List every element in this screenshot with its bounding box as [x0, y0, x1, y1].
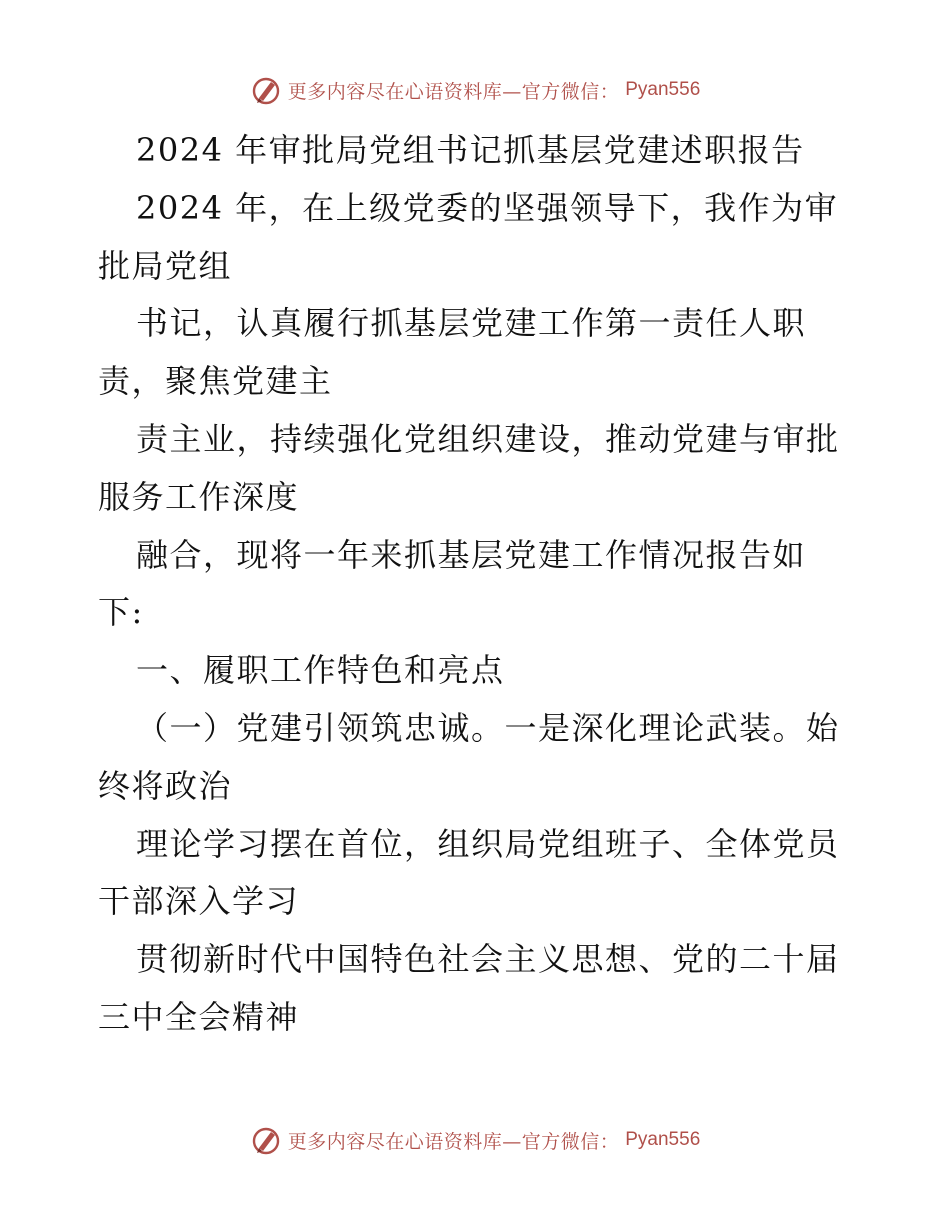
document-body [98, 122, 858, 1047]
text-line: 三中全会精神 [98, 997, 300, 1036]
text-line: 终将政治 [98, 766, 233, 805]
footer-watermark [0, 1120, 950, 1160]
text-line: 批局党组 [98, 246, 233, 285]
text-line: 2024 年，在上级党委的坚强领导下，我作为审 [136, 188, 839, 227]
text-line: 下: [98, 593, 144, 632]
header-watermark-text: 更多内容尽在心语资料库—官方微信： [287, 80, 620, 103]
text-line: 理论学习摆在首位，组织局党组班子、全体党员 [136, 824, 840, 863]
text-line: 服务工作深度 [98, 477, 300, 516]
footer-wechat-id: Pyan556 [625, 1129, 701, 1150]
text-line: 责，聚焦党建主 [98, 362, 333, 401]
text-line: 责主业，持续强化党组织建设，推动党建与审批 [136, 419, 840, 458]
pen-logo-icon [250, 1124, 282, 1156]
header-wechat-id: Pyan556 [625, 79, 701, 100]
pen-logo-icon [250, 74, 282, 106]
text-line: 贯彻新时代中国特色社会主义思想、党的二十届 [136, 940, 840, 979]
text-line: 融合，现将一年来抓基层党建工作情况报告如 [136, 535, 807, 574]
text-line: 一、履职工作特色和亮点 [136, 651, 505, 690]
header-watermark [0, 70, 950, 110]
footer-watermark-text: 更多内容尽在心语资料库—官方微信： [287, 1130, 620, 1153]
text-line: （一）党建引领筑忠诚。一是深化理论武装。始 [136, 708, 840, 747]
text-line: 干部深入学习 [98, 882, 300, 921]
text-line: 2024 年审批局党组书记抓基层党建述职报告 [136, 131, 805, 169]
text-line: 书记，认真履行抓基层党建工作第一责任人职 [136, 304, 807, 343]
